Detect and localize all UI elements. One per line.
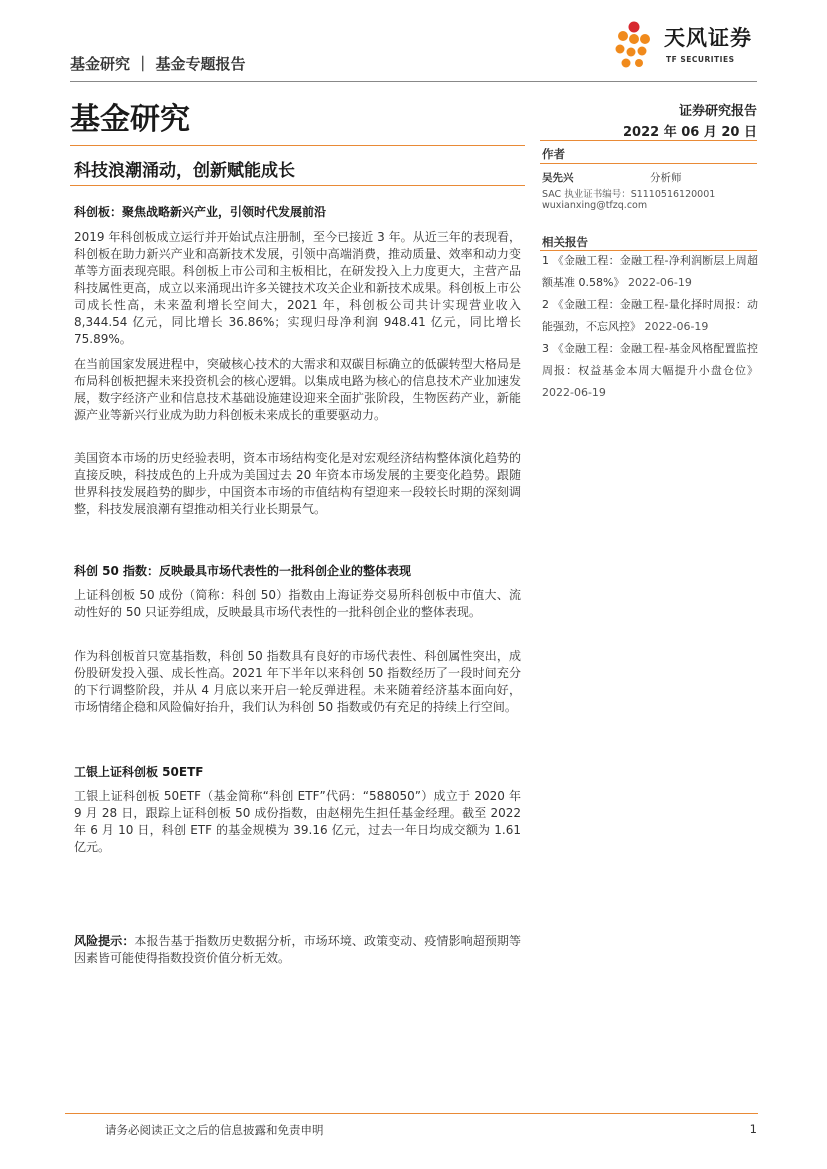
report-date: 2022 年 06 月 20 日 bbox=[623, 125, 757, 140]
report-type: 证券研究报告 bbox=[678, 104, 757, 119]
footer-divider bbox=[65, 1113, 758, 1114]
risk-text: 本报告基于指数历史数据分析，市场环境、政策变动、疫情影响超预期等因素皆可能使得指数投资价值分析无效。 bbox=[74, 934, 521, 965]
subtitle-divider bbox=[70, 185, 525, 186]
related-report-item[interactable]: 1 《金融工程：金融工程-净利润断层上周超额基准 0.58%》 2022-06-19 bbox=[542, 254, 758, 289]
page-number: 1 bbox=[749, 1122, 757, 1136]
risk-warning bbox=[74, 933, 521, 967]
author-heading: 作者 bbox=[542, 147, 565, 161]
paragraph: 工银上证科创板 50ETF（基金简称“科创 ETF”代码：“588050”）成立于 2020 年 9 月 28 日，跟踪上证科创板 50 成份指数，由赵栩先生担任基金经理。截至 2022 年 6 月 10 日，科创 ETF 的基金规模为 39.16 亿元，过去一年日均成交额为 1.61 亿元。 bbox=[74, 789, 521, 854]
author-name: 吴先兴 bbox=[542, 172, 574, 184]
author-cert: SAC 执业证书编号：S1110516120001 bbox=[542, 189, 716, 200]
related-report-item[interactable]: 3 《金融工程：金融工程-基金风格配置监控周报：权益基金本周大幅提升小盘仓位》 2022-06-19 bbox=[542, 342, 758, 399]
author-role: 分析师 bbox=[650, 172, 682, 184]
paragraph: 2019 年科创板成立运行并开始试点注册制，至今已接近 3 年。从近三年的表现看，科创板在助力新兴产业和高新技术发展，引领中高端消费，推动质量、效率和动力变革等方面表现亮眼。科创板上市公司和主板相比，在研发投入上力度更大，主营产品科技属性更高，成立以来涌现出许多关键技术攻关企业和新技术成果。科创板上市公司成长性高，未来盈利增长空间大，2021 年，科创板公司共计实现营业收入 8,344.54 亿元，同比增长 36.86%；实现归母净利润 948.41 亿元，同比增长 75.89%。 bbox=[74, 230, 521, 346]
related-heading: 相关报告 bbox=[542, 235, 588, 249]
footer-disclaimer: 请务必阅读正文之后的信息披露和免责申明 bbox=[105, 1123, 324, 1137]
page-title: 基金研究 bbox=[70, 102, 190, 137]
breadcrumb: 基金研究 ｜ 基金专题报告 bbox=[70, 55, 246, 73]
paragraph: 在当前国家发展进程中，突破核心技术的大需求和双碳目标确立的低碳转型大格局是布局科创板把握未来投资机会的核心逻辑。以集成电路为核心的信息技术产业加速发展，数字经济产业和信息技术基础设施建设迎来全面扩张阶段，生物医药产业，新能源产业等新兴行业成为助力科创板未来成长的重要驱动力。 bbox=[74, 357, 521, 422]
title-divider-right bbox=[540, 140, 757, 141]
author-email[interactable]: wuxianxing@tfzq.com bbox=[542, 200, 648, 211]
risk-label: 风险提示： bbox=[74, 934, 135, 948]
section-heading-3: 工银上证科创板 50ETF bbox=[74, 765, 204, 779]
report-subtitle: 科技浪潮涌动，创新赋能成长 bbox=[74, 161, 295, 181]
header-divider bbox=[70, 81, 757, 82]
title-divider-left bbox=[70, 145, 525, 146]
logo-text-cn: 天风证券 bbox=[664, 26, 752, 50]
author-divider bbox=[540, 163, 757, 164]
logo-text-en: TF SECURITIES bbox=[666, 55, 735, 64]
paragraph: 美国资本市场的历史经验表明，资本市场结构变化是对宏观经济结构整体演化趋势的直接反映，科技成色的上升成为美国过去 20 年资本市场发展的主要变化趋势。跟随世界科技发展趋势的脚步，中国资本市场的市值结构有望迎来一段较长时期的深刻调整，科技发展浪潮有望推动相关行业长期景气。 bbox=[74, 451, 521, 516]
section-heading-2: 科创 50 指数：反映最具市场代表性的一批科创企业的整体表现 bbox=[74, 564, 412, 578]
paragraph: 上证科创板 50 成份（简称：科创 50）指数由上海证券交易所科创板中市值大、流动性好的 50 只证券组成，反映最具市场代表性的一批科创企业的整体表现。 bbox=[74, 588, 521, 619]
related-report-item[interactable]: 2 《金融工程：金融工程-量化择时周报：动能强劲，不忘风控》 2022-06-19 bbox=[542, 298, 758, 333]
paragraph: 作为科创板首只宽基指数，科创 50 指数具有良好的市场代表性、科创属性突出，成份股研发投入强、成长性高。2021 年下半年以来科创 50 指数经历了一段时间充分的下行调整阶段，并从 4 月底以来开启一轮反弹进程。未来随着经济基本面向好，市场情绪企稳和风险偏好抬升，我们认为科创 50 指数或仍有充足的持续上行空间。 bbox=[74, 649, 521, 714]
section-heading-1: 科创板：聚焦战略新兴产业，引领时代发展前沿 bbox=[74, 205, 327, 219]
